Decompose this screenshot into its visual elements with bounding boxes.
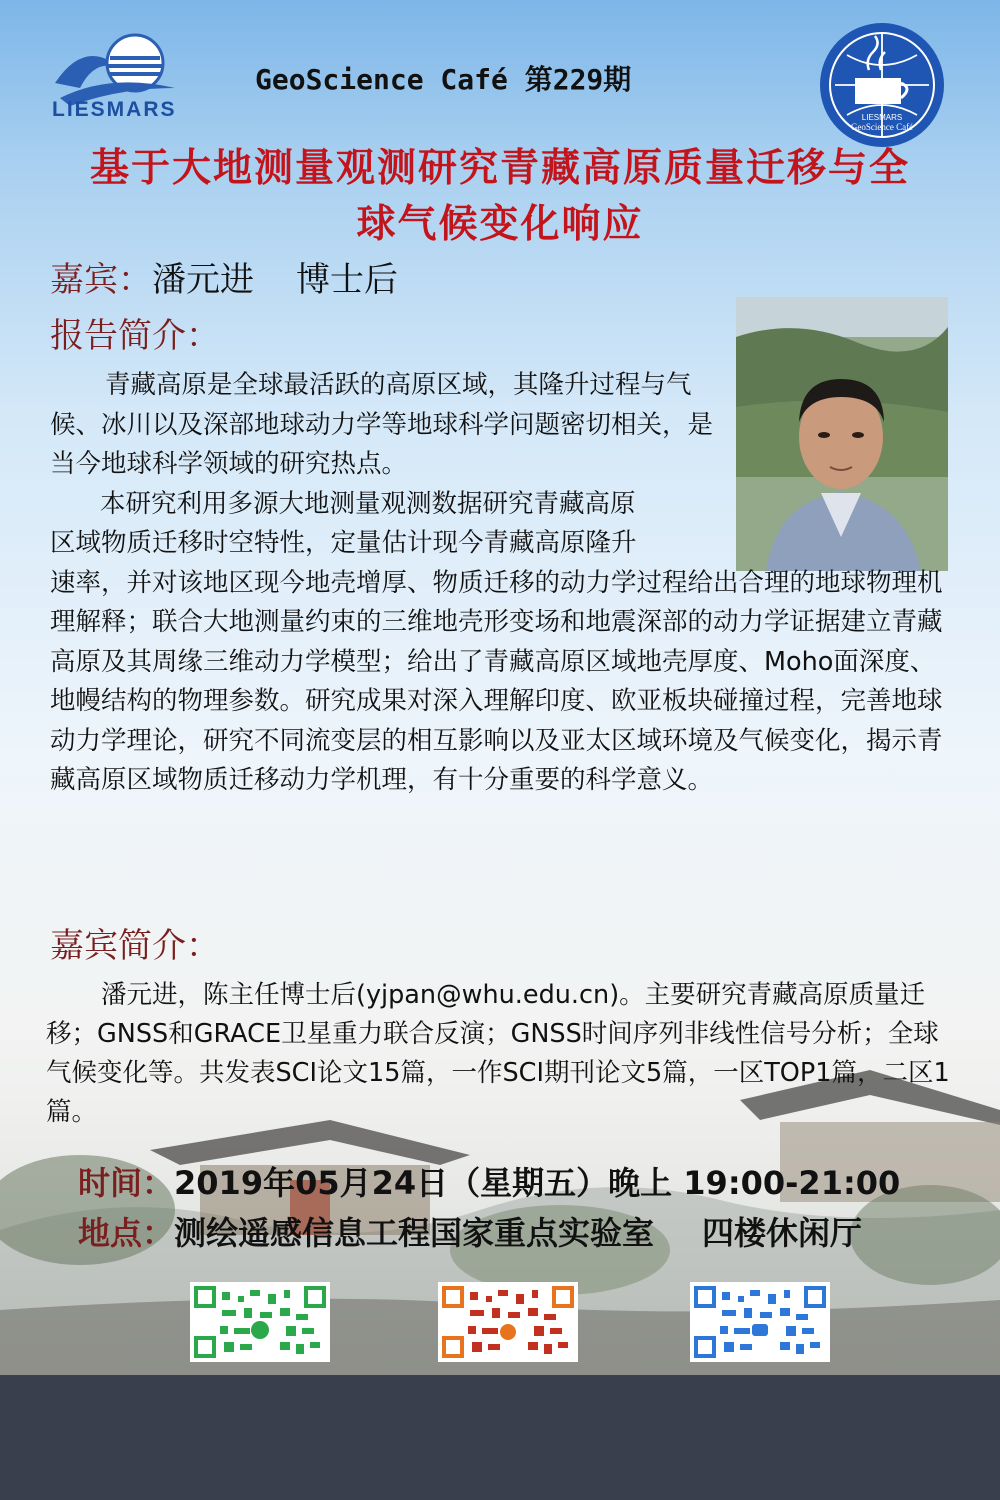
guest-name: 潘元进 (152, 260, 254, 300)
liesmars-logo-text: LIESMARS (52, 98, 177, 121)
weibo-icon (500, 1324, 516, 1340)
qr-code-weibo[interactable] (438, 1282, 578, 1362)
place-label: 地点： (78, 1214, 175, 1252)
wechat-icon (251, 1321, 269, 1339)
abstract-paragraph-2-rest: 速率，并对该地区现今地壳增厚、物质迁移的动力学过程给出合理的地球物理机理解释；联合大地测量约束的三维地壳形变场和地震深部的动力学证据建立青藏高原及其周缘三维动力学模型；给出了青藏高原区域地壳厚度、Moho面深度、地幔结构的物理参数。研究成果对深入理解印度、欧亚板块碰撞过程，完善地球动力学理论，研究不同流变层的相互影响以及亚太区域环境及气候变化，揭示青藏高原区域物质迁移动力学机理，有十分重要的科学意义。 (50, 567, 943, 795)
footer-band (0, 1375, 1000, 1500)
qr-code-bilibili[interactable] (690, 1282, 830, 1362)
place-line (78, 1208, 862, 1254)
talk-title-line1: 基于大地测量观测研究青藏高原质量迁移与全 (89, 145, 910, 191)
time-line (78, 1158, 900, 1204)
abstract-paragraph-2-line2: 区域物质迁移时空特性，定量估计现今青藏高原隆升 (50, 528, 637, 558)
bilibili-icon (752, 1324, 768, 1336)
logo-text-top: LIESMARS (861, 113, 903, 122)
place-room: 四楼休闲厅 (702, 1214, 863, 1252)
qr-code-wechat[interactable] (190, 1282, 330, 1362)
place-value: 测绘遥感信息工程国家重点实验室 (174, 1214, 655, 1252)
abstract-paragraph-2-line1: 本研究利用多源大地测量观测数据研究青藏高原 (100, 488, 636, 519)
guest-role: 博士后 (296, 260, 398, 300)
abstract-heading: 报告简介： (50, 316, 220, 356)
abstract-body (50, 366, 950, 801)
talk-title-line2: 球气候变化响应 (356, 201, 644, 247)
bio-body: 潘元进，陈主任博士后(yjpan@whu.edu.cn)。主要研究青藏高原质量迁移；GNSS和GRACE卫星重力联合反演；GNSS时间序列非线性信号分析；全球气候变化等。共发表SCI论文15篇，一作SCI期刊论文5篇，一区TOP1篇，二区1篇。 (46, 980, 950, 1127)
time-label: 时间： (78, 1164, 175, 1202)
time-value: 2019年05月24日（星期五）晚上 19:00-21:00 (174, 1164, 901, 1202)
geoscience-cafe-logo (817, 20, 947, 150)
guest-line (50, 252, 398, 301)
guest-label: 嘉宾： (50, 260, 152, 300)
bio-heading: 嘉宾简介： (50, 926, 220, 966)
logo-text-bottom: GeoScience Café (850, 122, 914, 132)
abstract-paragraph-1: 青藏高原是全球最活跃的高原区域，其隆升过程与气候、冰川以及深部地球动力学等地球科学问题密切相关，是当今地球科学领域的研究热点。 (50, 370, 714, 479)
event-series-title: GeoScience Café 第229期 (255, 63, 632, 96)
talk-title (30, 140, 970, 252)
